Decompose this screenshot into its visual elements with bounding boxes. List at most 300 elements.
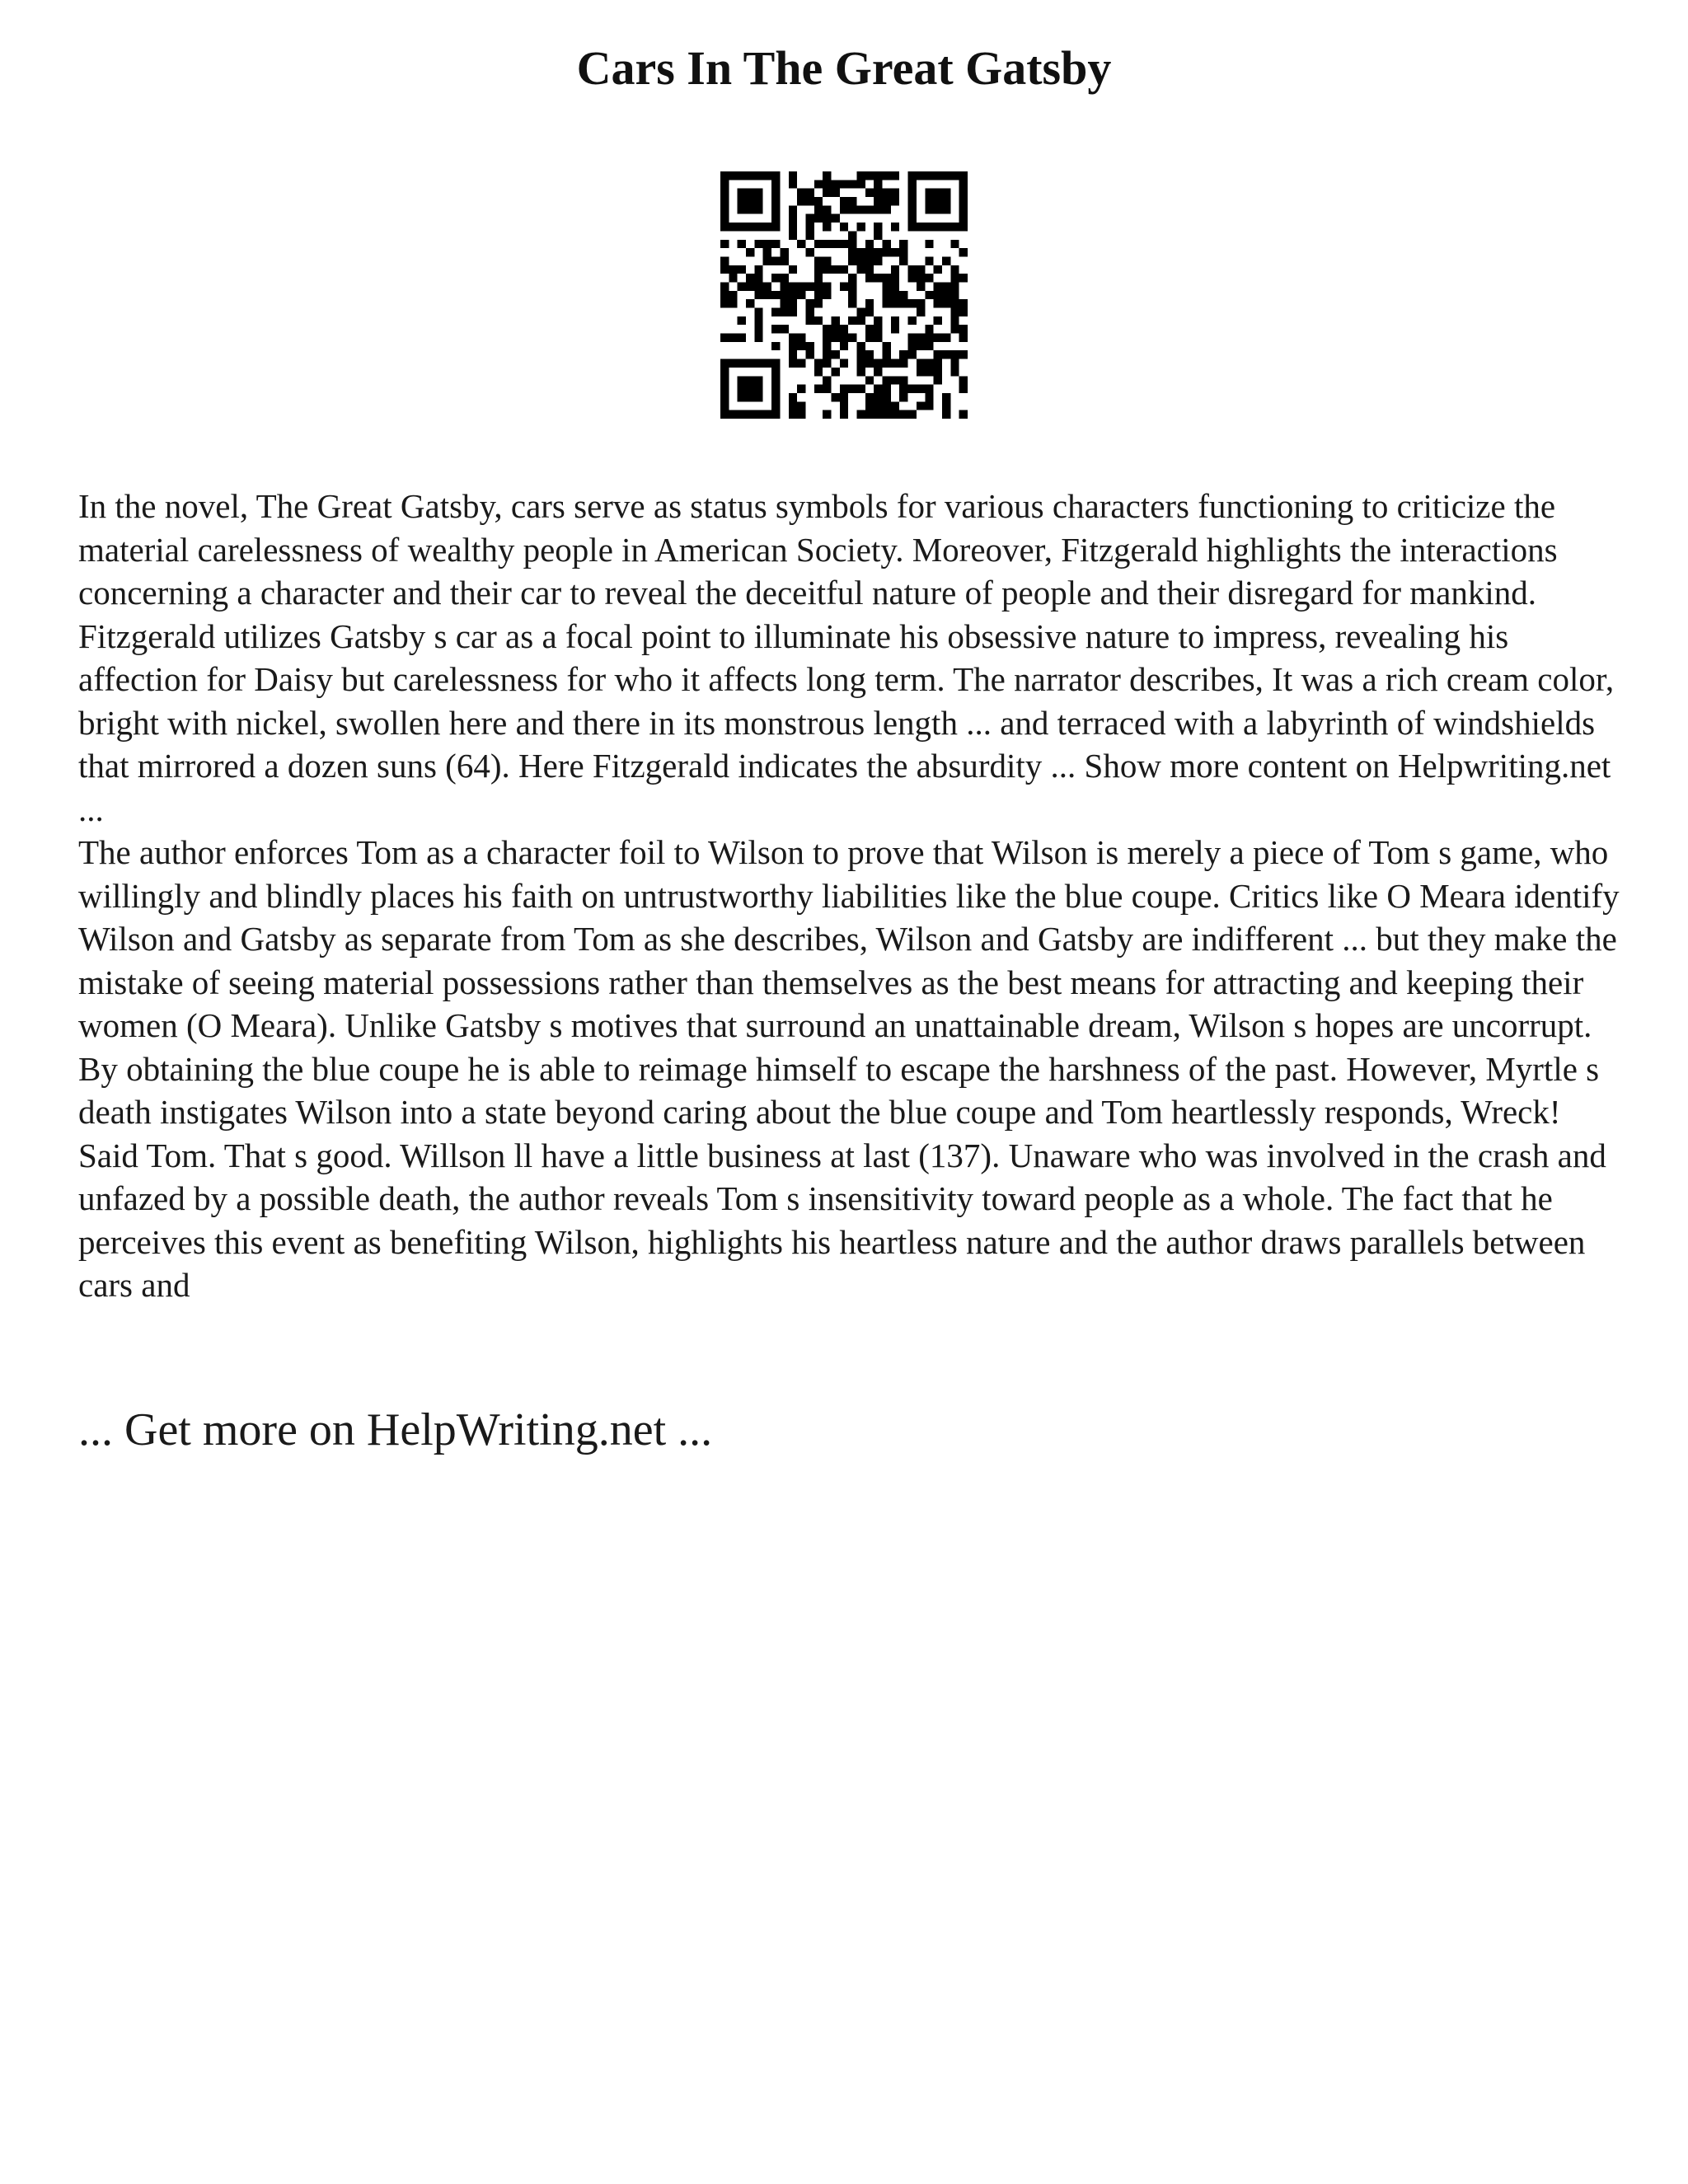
qr-module	[754, 393, 762, 401]
qr-module	[857, 205, 865, 213]
get-more-link[interactable]: ... Get more on HelpWriting.net ...	[78, 1404, 713, 1455]
qr-module	[848, 205, 856, 213]
qr-module	[874, 197, 882, 205]
qr-module	[814, 299, 823, 307]
qr-module	[891, 291, 899, 299]
qr-code-graphic	[720, 171, 968, 419]
qr-module	[925, 171, 933, 180]
qr-module	[908, 265, 917, 274]
qr-module	[831, 240, 839, 248]
qr-module	[797, 401, 805, 410]
qr-module	[720, 401, 729, 410]
qr-module	[738, 376, 746, 384]
qr-module	[823, 291, 831, 299]
qr-module	[720, 334, 729, 342]
qr-module	[797, 291, 805, 299]
qr-module	[908, 214, 917, 223]
qr-module	[789, 180, 797, 188]
qr-module	[738, 334, 746, 342]
qr-module	[754, 334, 762, 342]
qr-module	[763, 256, 771, 265]
qr-module	[763, 410, 771, 419]
qr-module	[738, 197, 746, 205]
qr-module	[883, 393, 891, 401]
qr-module	[908, 342, 917, 350]
qr-module	[789, 401, 797, 410]
qr-module	[789, 282, 797, 290]
qr-module	[805, 316, 814, 325]
qr-module	[823, 265, 831, 274]
qr-module	[729, 265, 737, 274]
qr-module	[874, 385, 882, 393]
qr-module	[959, 376, 968, 384]
qr-module	[805, 214, 814, 223]
qr-module	[746, 248, 754, 256]
qr-module	[823, 205, 831, 213]
qr-module	[865, 350, 874, 359]
qr-module	[823, 214, 831, 223]
qr-module	[771, 223, 780, 231]
qr-module	[917, 223, 925, 231]
qr-module	[754, 240, 762, 248]
qr-module	[754, 376, 762, 384]
qr-module	[720, 214, 729, 223]
qr-module	[729, 274, 737, 282]
qr-module	[738, 189, 746, 197]
qr-module	[908, 316, 917, 325]
qr-module	[840, 359, 848, 368]
qr-module	[789, 342, 797, 350]
qr-module	[925, 385, 933, 393]
qr-module	[934, 189, 942, 197]
qr-module	[797, 197, 805, 205]
qr-module	[934, 368, 942, 376]
qr-module	[899, 393, 907, 401]
qr-module	[934, 197, 942, 205]
qr-module	[865, 359, 874, 368]
qr-module	[738, 410, 746, 419]
qr-module	[814, 265, 823, 274]
qr-module	[729, 334, 737, 342]
qr-module	[857, 385, 865, 393]
qr-module	[934, 282, 942, 290]
qr-module	[848, 291, 856, 299]
qr-code-icon	[720, 171, 968, 419]
qr-module	[874, 205, 882, 213]
qr-module	[840, 342, 848, 350]
qr-module	[720, 359, 729, 368]
qr-module	[771, 214, 780, 223]
qr-module	[891, 265, 899, 274]
qr-module	[950, 316, 959, 325]
qr-module	[763, 240, 771, 248]
qr-module	[891, 316, 899, 325]
qr-module	[883, 350, 891, 359]
qr-module	[771, 393, 780, 401]
qr-module	[942, 205, 950, 213]
qr-module	[891, 223, 899, 231]
qr-module	[942, 334, 950, 342]
qr-module	[789, 359, 797, 368]
qr-module	[925, 223, 933, 231]
qr-module	[899, 376, 907, 384]
qr-module	[840, 410, 848, 419]
qr-module	[917, 282, 925, 290]
qr-module	[789, 299, 797, 307]
qr-module	[831, 265, 839, 274]
qr-module	[857, 342, 865, 350]
qr-module	[848, 334, 856, 342]
qr-module	[908, 180, 917, 188]
qr-module	[959, 334, 968, 342]
qr-module	[789, 334, 797, 342]
qr-module	[840, 240, 848, 248]
qr-module	[857, 248, 865, 256]
qr-module	[720, 291, 729, 299]
qr-module	[942, 197, 950, 205]
page-title: Cars In The Great Gatsby	[576, 41, 1112, 95]
qr-module	[874, 256, 882, 265]
qr-module	[720, 410, 729, 419]
qr-module	[729, 291, 737, 299]
qr-module	[883, 189, 891, 197]
qr-module	[720, 282, 729, 290]
qr-module	[950, 368, 959, 376]
qr-module	[883, 291, 891, 299]
qr-module	[789, 223, 797, 231]
qr-module	[925, 240, 933, 248]
qr-module	[720, 197, 729, 205]
qr-module	[899, 350, 907, 359]
qr-module	[874, 393, 882, 401]
qr-module	[917, 299, 925, 307]
qr-module	[729, 410, 737, 419]
qr-module	[738, 171, 746, 180]
qr-module	[857, 350, 865, 359]
qr-module	[934, 350, 942, 359]
qr-module	[934, 291, 942, 299]
qr-module	[771, 274, 780, 282]
qr-module	[865, 401, 874, 410]
qr-module	[754, 223, 762, 231]
qr-module	[780, 282, 788, 290]
qr-module	[738, 385, 746, 393]
qr-module	[925, 256, 933, 265]
qr-module	[942, 350, 950, 359]
qr-module	[771, 325, 780, 333]
qr-module	[805, 248, 814, 256]
qr-module	[831, 393, 839, 401]
qr-module	[857, 223, 865, 231]
qr-module	[899, 256, 907, 265]
qr-module	[857, 308, 865, 316]
qr-module	[874, 368, 882, 376]
qr-module	[942, 291, 950, 299]
qr-module	[865, 274, 874, 282]
qr-module	[738, 240, 746, 248]
qr-module	[950, 308, 959, 316]
qr-module	[746, 205, 754, 213]
qr-module	[899, 385, 907, 393]
qr-module	[874, 274, 882, 282]
qr-module	[805, 223, 814, 231]
qr-module	[891, 401, 899, 410]
qr-module	[899, 291, 907, 299]
qr-module	[942, 282, 950, 290]
qr-module	[720, 189, 729, 197]
qr-module	[917, 308, 925, 316]
qr-module	[865, 325, 874, 333]
qr-module	[771, 342, 780, 350]
qr-module	[831, 180, 839, 188]
qr-module	[789, 291, 797, 299]
qr-module	[840, 282, 848, 290]
qr-module	[720, 180, 729, 188]
qr-module	[754, 385, 762, 393]
qr-module	[917, 342, 925, 350]
qr-module	[823, 410, 831, 419]
qr-module	[823, 385, 831, 393]
qr-module	[848, 180, 856, 188]
qr-module	[746, 393, 754, 401]
qr-module	[925, 205, 933, 213]
qr-module	[857, 316, 865, 325]
qr-module	[831, 214, 839, 223]
qr-module	[959, 410, 968, 419]
qr-module	[789, 265, 797, 274]
qr-module	[865, 265, 874, 274]
qr-module	[823, 256, 831, 265]
qr-module	[738, 359, 746, 368]
qr-module	[848, 316, 856, 325]
qr-module	[908, 334, 917, 342]
qr-module	[891, 197, 899, 205]
qr-module	[814, 180, 823, 188]
qr-module	[865, 376, 874, 384]
qr-module	[720, 223, 729, 231]
qr-module	[840, 180, 848, 188]
qr-module	[917, 385, 925, 393]
qr-module	[780, 274, 788, 282]
qr-module	[763, 291, 771, 299]
qr-module	[908, 299, 917, 307]
qr-module	[763, 282, 771, 290]
qr-module	[899, 410, 907, 419]
qr-module	[865, 205, 874, 213]
qr-module	[959, 205, 968, 213]
qr-module	[789, 410, 797, 419]
qr-module	[831, 189, 839, 197]
qr-module	[729, 171, 737, 180]
qr-module	[883, 248, 891, 256]
qr-module	[771, 189, 780, 197]
article-paragraph-1: In the novel, The Great Gatsby, cars serve as status symbols for various characters functioning to criticize the material carelessness of wealthy people in American Society. Moreover, Fitzgerald highlights the interactions concerning a character and their car to reveal the deceitful nature of people and their disregard for mankind. Fitzgerald utilizes Gatsby s car as a focal point to illuminate his obsessive nature to impress, revealing his affection for Daisy but carelessness for who it affects long term. The narrator describes, It was a rich cream color, bright with nickel, swollen here and there in its monstrous length ... and terraced with a labyrinth of windshields that mirrored a dozen suns (64). Here Fitzgerald indicates the absurdity ... Show more content on Helpwriting.net ...	[78, 487, 1615, 828]
qr-module	[883, 274, 891, 282]
qr-module	[865, 410, 874, 419]
qr-module	[959, 299, 968, 307]
qr-module	[771, 376, 780, 384]
qr-module	[771, 171, 780, 180]
qr-module	[959, 171, 968, 180]
qr-module	[814, 359, 823, 368]
qr-module	[814, 197, 823, 205]
qr-module	[771, 205, 780, 213]
qr-module	[848, 256, 856, 265]
qr-module	[959, 350, 968, 359]
qr-module	[746, 410, 754, 419]
qr-module	[874, 189, 882, 197]
qr-module	[857, 359, 865, 368]
qr-module	[899, 240, 907, 248]
qr-module	[874, 359, 882, 368]
qr-module	[899, 359, 907, 368]
qr-module	[814, 274, 823, 282]
qr-module	[771, 291, 780, 299]
qr-module	[865, 393, 874, 401]
qr-module	[959, 308, 968, 316]
qr-module	[848, 248, 856, 256]
qr-module	[891, 410, 899, 419]
qr-module	[908, 350, 917, 359]
qr-module	[857, 410, 865, 419]
qr-module	[917, 171, 925, 180]
qr-module	[823, 342, 831, 350]
qr-module	[908, 205, 917, 213]
qr-module	[891, 248, 899, 256]
qr-module	[950, 274, 959, 282]
qr-module	[763, 359, 771, 368]
qr-module	[823, 171, 831, 180]
qr-module	[729, 359, 737, 368]
qr-module	[925, 325, 933, 333]
qr-module	[874, 248, 882, 256]
qr-module	[865, 248, 874, 256]
qr-module	[754, 189, 762, 197]
qr-module	[789, 205, 797, 213]
qr-module	[925, 274, 933, 282]
qr-module	[857, 256, 865, 265]
qr-module	[950, 282, 959, 290]
qr-module	[789, 231, 797, 239]
qr-module	[883, 197, 891, 205]
qr-module	[780, 325, 788, 333]
qr-module	[797, 240, 805, 248]
qr-module	[959, 197, 968, 205]
qr-module	[934, 171, 942, 180]
qr-module	[925, 334, 933, 342]
qr-module	[754, 410, 762, 419]
qr-module	[746, 189, 754, 197]
qr-module	[720, 393, 729, 401]
qr-module	[840, 205, 848, 213]
qr-module	[925, 359, 933, 368]
qr-module	[917, 274, 925, 282]
article-paragraph-2: The author enforces Tom as a character foil to Wilson to prove that Wilson is merely a piece of Tom s game, who willingly and blindly places his faith on untrustworthy liabilities like the blue coupe. Critics like O Meara identify Wilson and Gatsby as separate from Tom as she describes, Wilson and Gatsby are indifferent ... but they make the mistake of seeing material possessions rather than themselves as the best means for attracting and keeping their women (O Meara). Unlike Gatsby s motives that surround an unattainable dream, Wilson s hopes are uncorrupt. By obtaining the blue coupe he is able to reimage himself to escape the harshness of the past. However, Myrtle s death instigates Wilson into a state beyond caring about the blue coupe and Tom heartlessly responds, Wreck! Said Tom. That s good. Willson ll have a little business at last (137). Unaware who was involved in the crash and unfazed by a possible death, the author reveals Tom s insensitivity toward people as a whole. The fact that he perceives this event as benefiting Wilson, highlights his heartless nature and the author draws parallels between cars and	[78, 833, 1620, 1304]
qr-module	[746, 274, 754, 282]
qr-module	[746, 171, 754, 180]
qr-module	[771, 359, 780, 368]
qr-module	[942, 393, 950, 401]
qr-module	[942, 189, 950, 197]
qr-module	[797, 334, 805, 342]
qr-module	[746, 223, 754, 231]
qr-module	[883, 410, 891, 419]
qr-module	[874, 316, 882, 325]
qr-module	[950, 171, 959, 180]
qr-module	[959, 214, 968, 223]
qr-module	[942, 401, 950, 410]
qr-module	[950, 299, 959, 307]
qr-module	[738, 316, 746, 325]
qr-module	[805, 189, 814, 197]
qr-module	[959, 223, 968, 231]
qr-module	[831, 325, 839, 333]
qr-module	[780, 308, 788, 316]
qr-module	[934, 205, 942, 213]
qr-module	[771, 368, 780, 376]
qr-module	[746, 376, 754, 384]
qr-module	[908, 385, 917, 393]
qr-module	[848, 231, 856, 239]
qr-module	[840, 401, 848, 410]
qr-module	[848, 274, 856, 282]
qr-module	[959, 325, 968, 333]
qr-module	[831, 316, 839, 325]
qr-module	[908, 410, 917, 419]
qr-module	[883, 385, 891, 393]
qr-module	[738, 223, 746, 231]
qr-module	[883, 205, 891, 213]
qr-module	[899, 248, 907, 256]
qr-module	[942, 299, 950, 307]
qr-module	[917, 368, 925, 376]
qr-module	[865, 189, 874, 197]
qr-module	[874, 180, 882, 188]
qr-module	[917, 334, 925, 342]
qr-module	[917, 265, 925, 274]
qr-module	[848, 240, 856, 248]
qr-module	[848, 282, 856, 290]
qr-module	[831, 368, 839, 376]
qr-module	[925, 368, 933, 376]
qr-module	[763, 248, 771, 256]
qr-module	[874, 410, 882, 419]
qr-module	[814, 316, 823, 325]
qr-module	[934, 299, 942, 307]
qr-module	[840, 265, 848, 274]
qr-module	[950, 359, 959, 368]
qr-module	[746, 359, 754, 368]
qr-module	[959, 248, 968, 256]
qr-module	[805, 299, 814, 307]
qr-module	[780, 291, 788, 299]
qr-module	[934, 359, 942, 368]
qr-module	[865, 334, 874, 342]
qr-module	[720, 171, 729, 180]
qr-module	[771, 410, 780, 419]
qr-module	[814, 368, 823, 376]
qr-module	[823, 325, 831, 333]
qr-module	[720, 368, 729, 376]
qr-module	[891, 282, 899, 290]
qr-module	[805, 308, 814, 316]
qr-module	[883, 171, 891, 180]
qr-module	[720, 385, 729, 393]
qr-module	[720, 240, 729, 248]
qr-module	[840, 385, 848, 393]
qr-module	[746, 282, 754, 290]
qr-module	[738, 282, 746, 290]
